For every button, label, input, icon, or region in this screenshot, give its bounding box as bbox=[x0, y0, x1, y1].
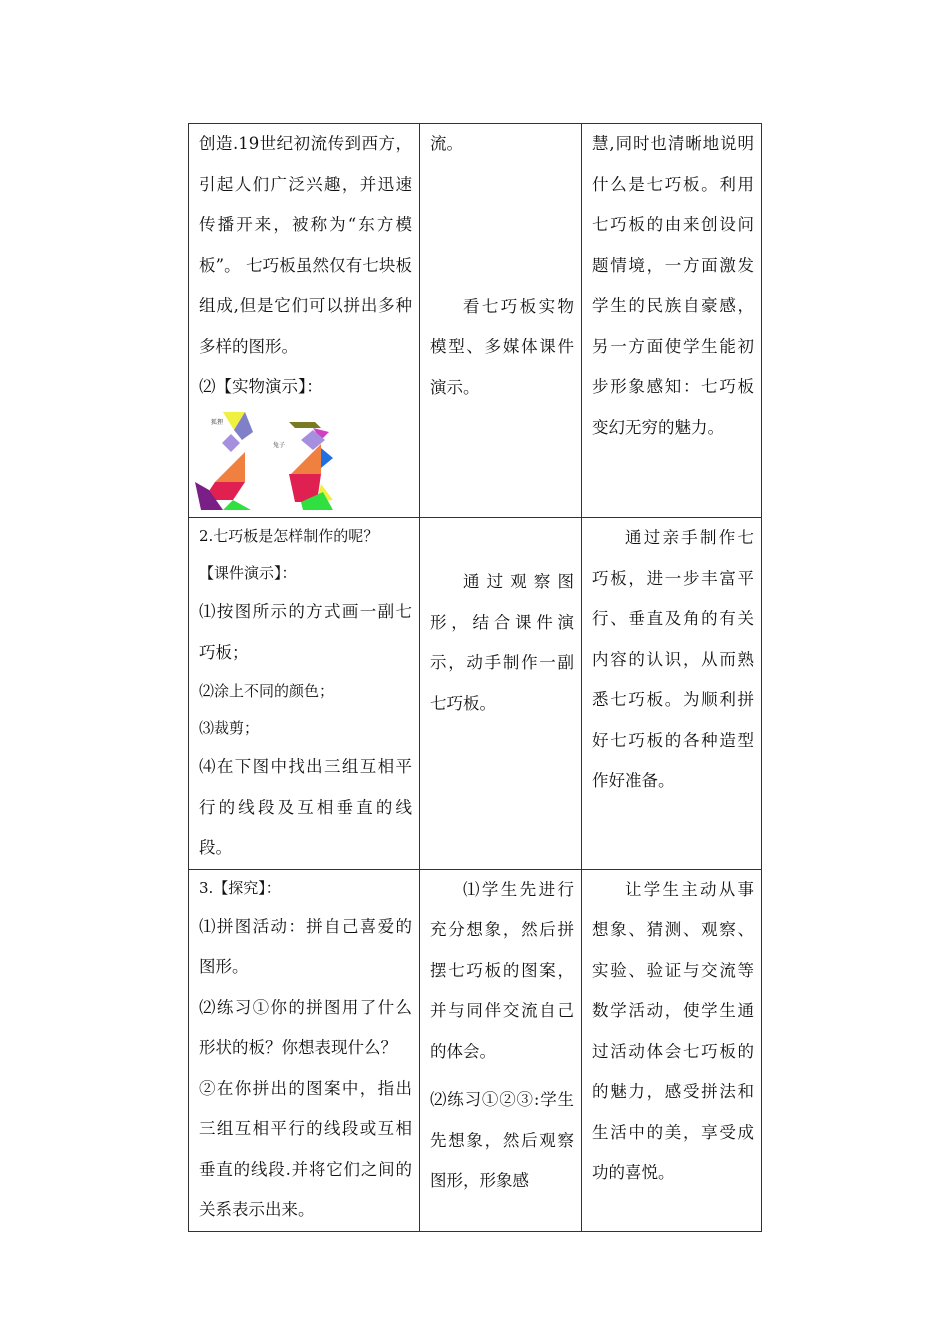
tangram-piece bbox=[222, 434, 240, 452]
activity-paragraph: 通过观察图形，结合课件演示，动手制作一副七巧板。 bbox=[430, 572, 574, 713]
table-row bbox=[189, 518, 762, 870]
fox-label: 狐狸 bbox=[211, 418, 224, 426]
activity-cell bbox=[420, 869, 582, 1231]
content-paragraph: ②在你拼出的图案中，指出三组互相平行的线段或互相垂直的线段.并将它们之间的关系表示出来。 bbox=[199, 1078, 412, 1219]
tangram-piece bbox=[289, 422, 321, 428]
activity-cell bbox=[420, 518, 582, 870]
activity-paragraph: 看七巧板实物模型、多媒体课件演示。 bbox=[430, 296, 574, 397]
content-cell bbox=[189, 124, 420, 518]
content-paragraph: ⑶裁剪； bbox=[199, 719, 260, 737]
intent-cell bbox=[582, 124, 762, 518]
table-row bbox=[189, 869, 762, 1231]
content-paragraph: ⑴按图所示的方式画一副七巧板； bbox=[199, 602, 412, 662]
intent-paragraph: 慧,同时也清晰地说明什么是七巧板。利用七巧板的由来创设问题情境，一方面激发学生的民族自豪感，另一方面使学生能初步形象感知：七巧板变幻无穷的魅力。 bbox=[592, 134, 754, 437]
intent-cell bbox=[582, 518, 762, 870]
activity-paragraph: ⑵练习①②③:学生先想象，然后观察图形，形象感 bbox=[430, 1090, 574, 1190]
tangram-piece bbox=[215, 452, 245, 482]
intent-cell bbox=[582, 869, 762, 1231]
tangram-piece bbox=[321, 448, 333, 468]
content-paragraph: ⑵练习①你的拼图用了什么形状的板？你想表现什么？ bbox=[199, 997, 412, 1057]
content-paragraph: ⑵涂上不同的颜色； bbox=[199, 682, 335, 700]
activity-cell bbox=[420, 124, 582, 518]
tangram-piece bbox=[223, 500, 251, 510]
intent-paragraph: 通过亲手制作七巧板，进一步丰富平行、垂直及角的有关内容的认识，从而熟悉七巧板。为顺利拼好七巧板的各种造型作好准备。 bbox=[592, 528, 754, 790]
content-cell bbox=[189, 518, 420, 870]
rabbit-label: 兔子 bbox=[273, 441, 286, 449]
tangram-piece bbox=[291, 444, 321, 474]
activity-paragraph: ⑴学生先进行充分想象，然后拼摆七巧板的图案，并与同伴交流自己的体会。 bbox=[430, 879, 574, 1061]
content-paragraph: ⑴拼图活动：拼自己喜爱的图形。 bbox=[199, 916, 412, 976]
intent-paragraph: 让学生主动从事想象、猜测、观察、实验、验证与交流等数学活动，使学生通过活动体会七巧板的的魅力，感受拼法和生活中的美，享受成功的喜悦。 bbox=[592, 879, 754, 1182]
content-paragraph: 3.【探究】： bbox=[199, 878, 281, 897]
content-paragraph: ⑷在下图中找出三组互相平行的线段及互相垂直的线段。 bbox=[199, 757, 412, 857]
content-paragraph: 【课件演示】： bbox=[199, 564, 297, 582]
content-paragraph: ⑵【实物演示】： bbox=[199, 377, 323, 396]
lesson-plan-table bbox=[188, 123, 762, 1232]
tangram-figure bbox=[199, 410, 412, 510]
activity-paragraph: 流。 bbox=[430, 134, 463, 153]
content-cell bbox=[189, 869, 420, 1231]
content-paragraph: 2.七巧板是怎样制作的呢？ bbox=[199, 527, 379, 545]
content-paragraph: 创造.19世纪初流传到西方，引起人们广泛兴趣，并迅速传播开来，被称为“东方模板”。 七巧板虽然仅有七块板组成,但是它们可以拼出多种多样的图形。 bbox=[199, 134, 412, 356]
table-row bbox=[189, 124, 762, 518]
